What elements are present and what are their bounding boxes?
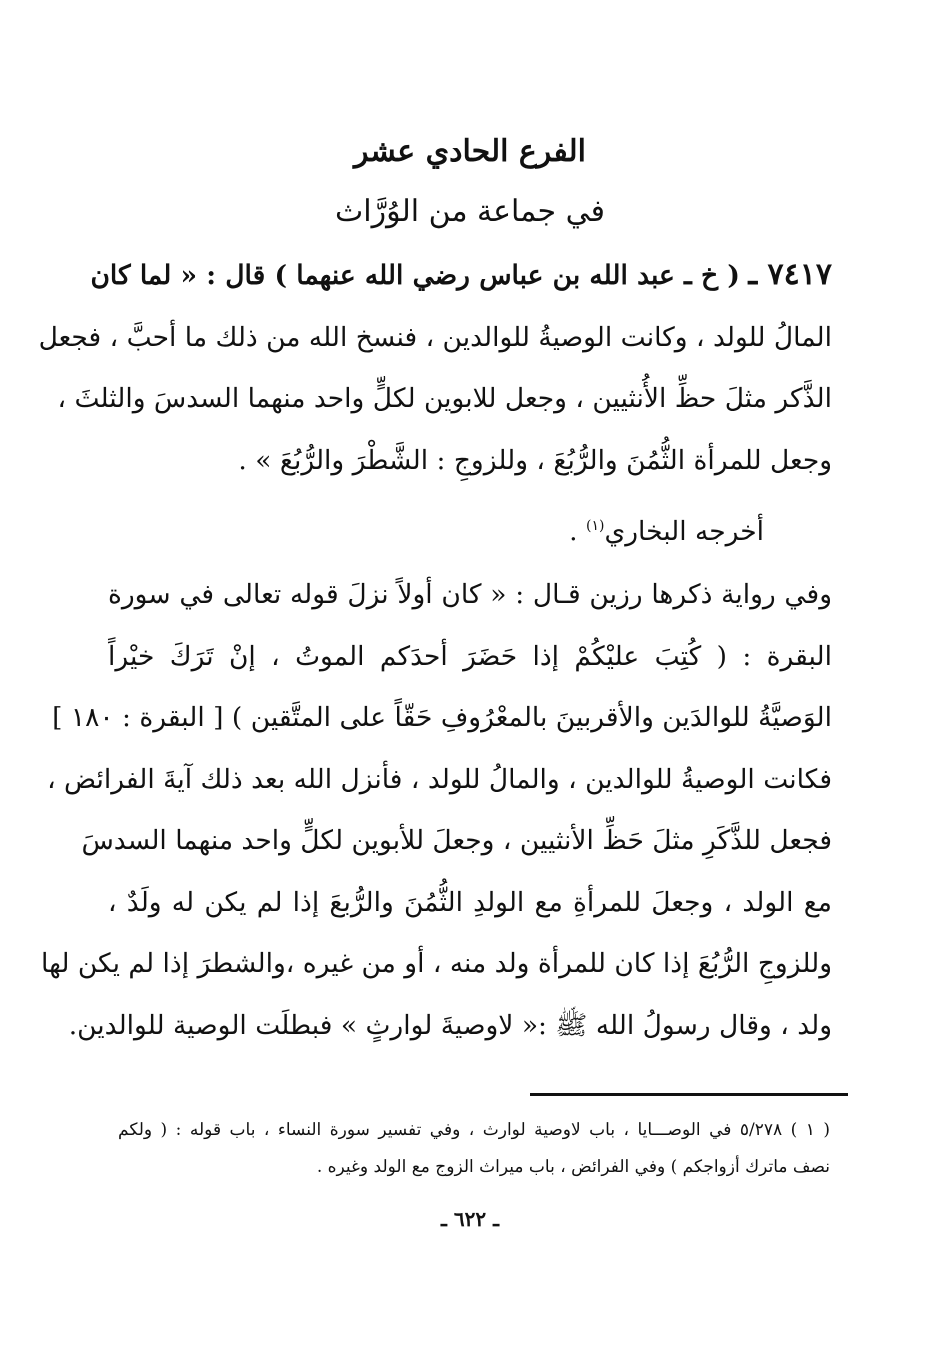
narration-line: البقرة : ( كُتِبَ عليْكُمْ إذا حَضَرَ أحدَكم الموتُ ، إنْ تَرَكَ خيْراً [108, 640, 832, 672]
hadith-line: الذَّكر مثلَ حظِّ الأُنثيين ، وجعل للابوين لكلٍّ واحد منهما السدسَ والثلثَ ، [57, 383, 832, 414]
page-number: ـ ٦٢٢ ـ [441, 1207, 499, 1231]
section-title: الفرع الحادي عشر [353, 134, 587, 169]
narration-line: مع الولد ، وجعلَ للمرأةِ مع الولدِ الثُّمُنَ والرُّبعَ إذا لم يكن له ولَدٌ ، [108, 886, 832, 918]
hadith-line: المالُ للولد ، وكانت الوصيةُ للوالدين ، فنسخ الله من ذلك ما أحبَّ ، فجعل [38, 321, 832, 353]
narration-line: ولد ، وقال رسولُ الله ﷺ :« لاوصيةَ لوارثٍ » فبطلَت الوصية للوالدين. [68, 1009, 832, 1041]
hadith-source [108, 496, 764, 562]
source-line [108, 496, 764, 562]
footnote-marker[interactable]: (١) [586, 518, 605, 534]
hadith-line: وجعل للمرأة الثُّمُنَ والرُّبُعَ ، وللزوجِ : الشَّطْرَ والرُّبُعَ » . [238, 444, 832, 476]
footnote-divider [530, 1093, 848, 1096]
narration-line: فكانت الوصيةُ للوالدين ، والمالُ للولد ، فأنزل الله بعد ذلك آيةَ الفرائض ، [47, 763, 832, 795]
source-text: أخرجه البخاري [604, 515, 764, 547]
hadith-line [90, 244, 832, 307]
narration-line: الوَصيَّةُ للوالدَين والأقربينَ بالمعْرُوفِ حَقّاً على المتَّقين ) [ البقرة : ١٨٠ ] [52, 702, 832, 733]
footnote-line: نصف ماترك أزواجكم ) وفي الفرائض ، باب ميراث الزوج مع الولد وغيره . [316, 1157, 830, 1177]
source-end: . [569, 515, 578, 547]
narration-paragraph [41, 564, 832, 1056]
hadith-paragraph [38, 244, 832, 491]
narration-line: فجعل للذَّكَرِ مثلَ حَظِّ الأنثيين ، وجعلَ للأبوين لكلٍّ واحد منهما السدسَ [81, 825, 832, 856]
hadith-line-text: ( خ ـ عبد الله بن عباس رضي الله عنهما ) قال : « لما كان [90, 260, 740, 291]
footnote-line: ( ١ ) ٥/٢٧٨ في الوصـــايا ، باب لاوصية لوارث ، وفي تفسير سورة النساء ، باب قوله : ( ولكم [118, 1120, 830, 1140]
section-subtitle: في جماعة من الوُرَّاث [335, 194, 605, 229]
hadith-number: ٧٤١٧ ـ [748, 257, 832, 292]
footnote [118, 1112, 830, 1186]
narration-line: وفي رواية ذكرها رزين قـال : « كان أولاً نزلَ قوله تعالى في سورة [108, 579, 832, 610]
narration-line: وللزوجِ الرُّبُعَ إذا كان للمرأة ولد منه ، أو من غيره ،والشطرَ إذا لم يكن لها [41, 948, 832, 979]
